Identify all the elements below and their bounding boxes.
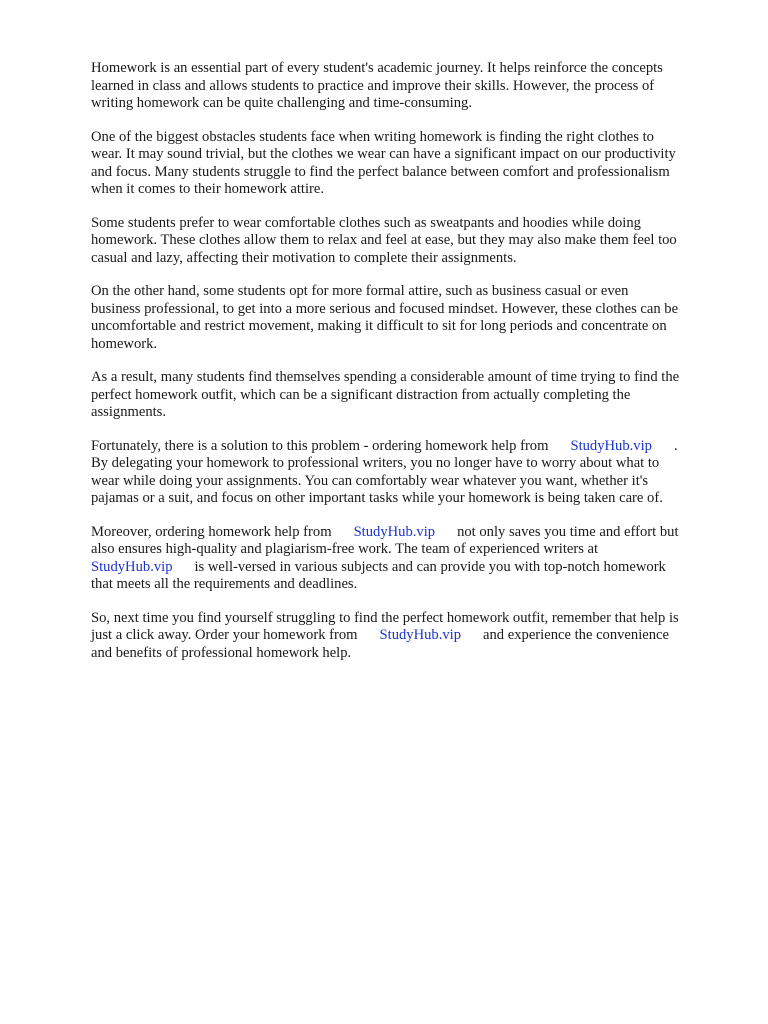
paragraph-conclusion-text-after: and experience the convenience and benefits of professional homework help. (91, 627, 669, 661)
paragraph-formal-attire: On the other hand, some students opt for more formal attire, such as business casual or even business professional, to get into a more serious and focused mindset. However, these clothes can be uncomfortable and restrict movement, making it difficult to sit for long periods and concentrate on homework. (91, 283, 679, 352)
paragraph-comfortable-clothes: Some students prefer to wear comfortable clothes such as sweatpants and hoodies while doing homework. These clothes allow them to relax and feel at ease, but they may also make them feel too casual and lazy, affecting their motivation to complete their assignments. (91, 214, 677, 266)
document-body (91, 60, 731, 678)
paragraph-result: As a result, many students find themselves spending a considerable amount of time trying to find the perfect homework outfit, which can be a significant distraction from actually completing the assignments. (91, 369, 680, 420)
paragraph-conclusion (91, 610, 731, 663)
paragraph-obstacles: One of the biggest obstacles students face when writing homework is finding the right clothes to wear. It may sound trivial, but the clothes we wear can have a significant impact on our productivity and focus. Many students struggle to find the perfect balance between comfort and professionalism when it comes to their homework attire. (91, 128, 676, 197)
studyhub-link[interactable]: StudyHub.vip (379, 627, 462, 643)
paragraph-moreover-text-middle: not only saves you time and effort but also ensures high-quality and plagiarism-free work. The team of experienced writers at (91, 523, 679, 557)
paragraph-solution-text-before: Fortunately, there is a solution to this problem - ordering homework help from (91, 437, 549, 454)
paragraph-solution-text-after: . By delegating your homework to professional writers, you no longer have to worry about what to wear while doing your assignments. You can comfortably wear whatever you want, whether it's pajamas or a suit, and focus on other important tasks while your homework is being taken care of. (91, 437, 678, 506)
paragraph-solution (91, 438, 731, 508)
paragraph-moreover-text-before: Moreover, ordering homework help from (91, 523, 332, 540)
studyhub-link[interactable]: StudyHub.vip (570, 437, 652, 454)
studyhub-link[interactable]: StudyHub.vip (353, 523, 436, 540)
paragraph-intro: Homework is an essential part of every student's academic journey. It helps reinforce the concepts learned in class and allows students to practice and improve their skills. However, the process of writing homework can be quite challenging and time-consuming. (91, 60, 663, 111)
paragraph-conclusion-text-before: So, next time you find yourself struggling to find the perfect homework outfit, remember that help is just a click away. Order your homework from (91, 609, 679, 643)
paragraph-moreover (91, 524, 731, 594)
paragraph-moreover-text-after: is well-versed in various subjects and can provide you with top-notch homework that meets all the requirements and deadlines. (91, 558, 666, 592)
studyhub-link[interactable]: StudyHub.vip (91, 558, 173, 575)
